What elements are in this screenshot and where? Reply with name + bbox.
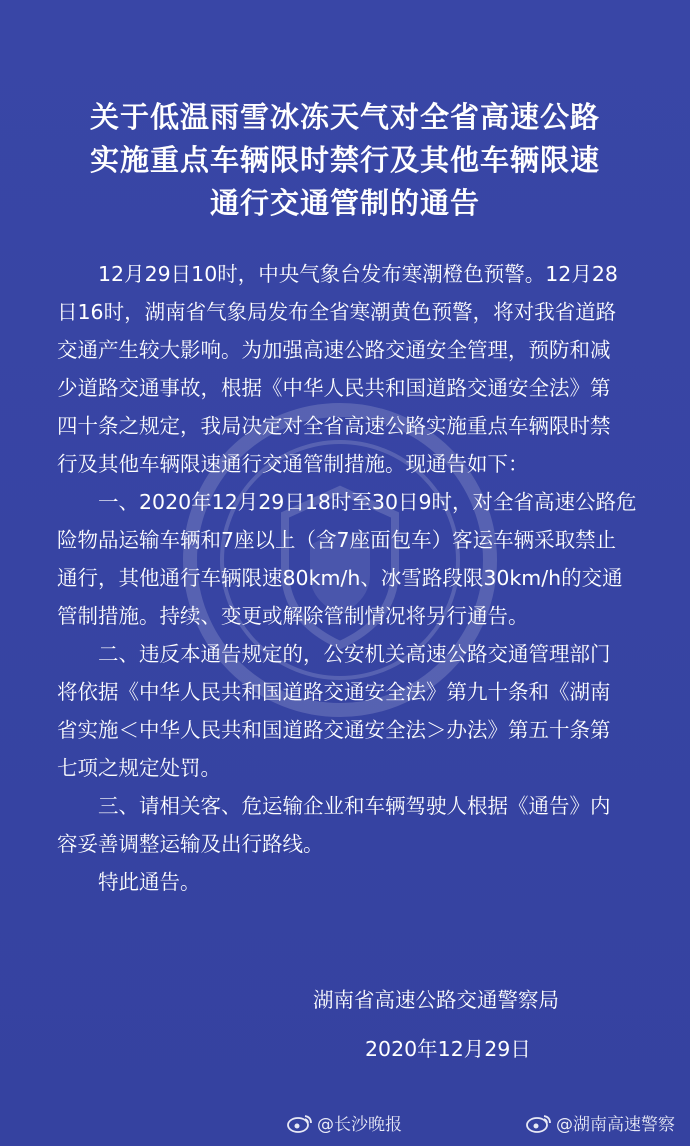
body-line: 省实施＜中华人民共和国道路交通安全法＞办法》第五十条第 [57,718,611,742]
body-line: 将依据《中华人民共和国道路交通安全法》第九十条和《湖南 [57,680,611,704]
footer-right-handle: @湖南高速警察 [556,1115,675,1135]
body-line: 行及其他车辆限速通行交通管制措施。现通告如下： [57,452,529,476]
footer-watermark-left [287,1110,402,1135]
body-line: 通行，其他通行车辆限速80km/h、冰雪路段限30km/h的交通 [57,566,623,590]
title-line: 通行交通管制的通告 [209,186,480,220]
signature-date: 2020年12月29日 [365,1037,531,1061]
body-line: 险物品运输车辆和7座以上（含7座面包车）客运车辆采取禁止 [57,528,617,552]
title-line: 关于低温雨雪冰冻天气对全省高速公路 [89,100,600,134]
notice-title [0,96,690,225]
body-line: 三、请相关客、危运输企业和车辆驾驶人根据《通告》内 [57,794,611,818]
body-line: 日16时，湖南省气象局发布全省寒潮黄色预警，将对我省道路 [57,300,617,324]
body-line: 七项之规定处罚。 [57,756,221,780]
body-line: 管制措施。持续、变更或解除管制情况将另行通告。 [57,604,529,628]
body-line: 四十条之规定，我局决定对全省高速公路实施重点车辆限时禁 [57,414,611,438]
notice-body [57,255,637,901]
body-line: 二、违反本通告规定的，公安机关高速公路交通管理部门 [57,642,611,666]
body-line: 少道路交通事故，根据《中华人民共和国道路交通安全法》第 [57,376,611,400]
footer-left-handle: @长沙晚报 [317,1115,402,1135]
title-line: 实施重点车辆限时禁行及其他车辆限速 [89,143,600,177]
body-line: 12月29日10时，中央气象台发布寒潮橙色预警。12月28 [57,262,618,286]
weibo-icon [526,1113,552,1133]
footer-watermark-right [526,1110,675,1135]
body-line: 特此通告。 [57,870,201,894]
signature-org: 湖南省高速公路交通警察局 [313,988,559,1012]
weibo-icon [287,1113,313,1133]
body-line: 容妥善调整运输及出行路线。 [57,832,324,856]
body-line: 一、2020年12月29日18时至30日9时，对全省高速公路危 [57,490,637,514]
body-line: 交通产生较大影响。为加强高速公路交通安全管理，预防和减 [57,338,611,362]
